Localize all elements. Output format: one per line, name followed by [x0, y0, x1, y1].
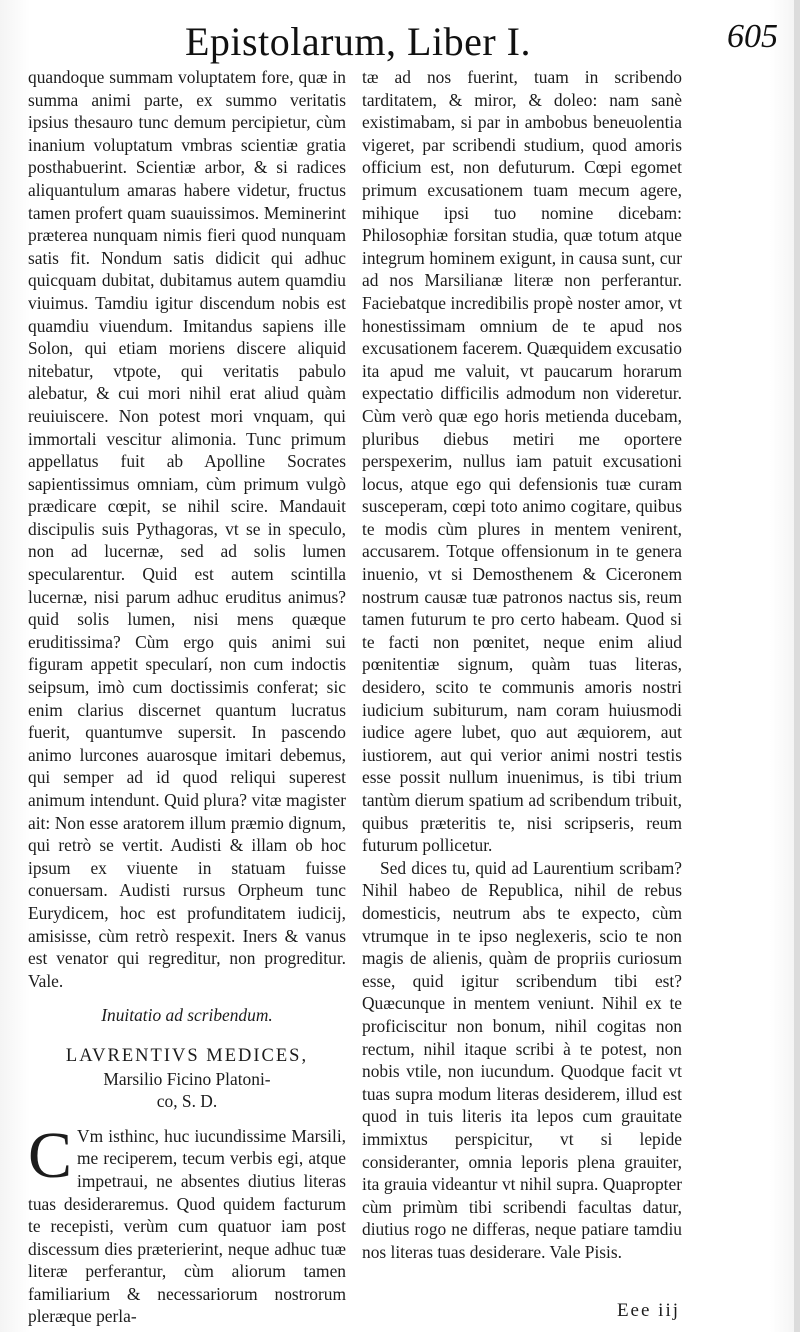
- signature-mark: Eee iij: [616, 1300, 680, 1321]
- letter-opening-text: Vm isthinc, huc iucundissime Marsili, me reciperem, tecum verbis egi, atque impetraui, ne absentes diutius literas tuas desideraremus. Quod quidem facturum te recepisti, verùm cum quatuor iam post discessum dies præterierint, neque adhuc tuæ literæ perferantur, cùm aliorum tamen familiarium & necessariorum nostrorum pleræque perla-: [28, 1125, 346, 1327]
- page-title: Epistolarum, Liber I.: [185, 19, 531, 64]
- page-edge-shadow: [794, 0, 800, 1332]
- letter-sender: LAVRENTIVS MEDICES,: [65, 1045, 309, 1066]
- letter-rubric: Inuitatio ad scribendum.: [101, 1005, 273, 1026]
- right-paragraph-second: Sed dices tu, quid ad Laurentium scribam? Nihil habeo de Republica, nihil de rebus domesticis, neutrum abs te expecto, cùm vtrumque in te ipso neglexeris, scio te non magis de alienis, quàm de propriis curiosum esse, quid igitur scribendum tibi est? Quæcunque in mentem veniunt. Nihil ex te proficiscitur non bonum, nihil cogitas non rectum, nihil itaque scribi à te potest, non nobis vtile, non iucundum. Quodque facit vt tuas supra modum literas desiderem, illud est quod in tuis literis ita lepos cum grauitate immixtus perspicitur, vt si lepide consideranter, omnia leporis plena grauiter, ita grauia videantur vt nihil supra. Quapropter cùm primùm tibi scribendi facultas datur, diutius rogo ne differas, neque patiare tamdiu nos literas tuas desiderare. Vale Pisis.: [362, 857, 682, 1262]
- drop-cap: C: [28, 1118, 73, 1192]
- left-paragraph-continuation: quandoque summam voluptatem fore, quæ in summa animi parte, ex summo veritatis ipsius thesauro tunc demum percipietur, cùm inanium voluptatum vmbras scientiæ gratia posthabuerint. Scientiæ arbor, & si radices aliquantulum amaras habere videtur, fructus tamen profert quam suauissimos. Meminerint præterea nunquam nimis fieri quod nunquam satis fit. Nondum satis didicit qui adhuc quicquam dubitat, dubitamus autem quamdiu viuimus. Tamdiu igitur discendum nobis est quamdiu viuendum. Imitandus sapiens ille Solon, qui etiam moriens discere aliquid nitebatur, vtpote, qui veritatis pabulo alebatur, & cui mori nihil erat aliud quàm reuiuiscere. Non potest mori vnquam, qui immortali vescitur alimonia. Tunc primum appellatus fuit ab Apolline Socrates sapientissimus omniam, cùm primum vulgò prædicare cœpit, se nihil scire. Mandauit discipulis suis Pythagoras, vt se in speculo, non ad lucernæ, sed ad solis lumen specularentur. Quid est autem scintilla lucernæ, nisi parum adhuc eruditus animus? quid solis lumen, nisi mens quæque eruditissima? Cùm ergo quis animi sui figuram appetit specularí, non cum indoctis seipsum, imò cum doctissimis conferat; sic enim clarius discernet quantum lucratus fuerit, quantumve supersit. In pascendo animo lurcones auarosque imitari debemus, qui semper ad id quod reliqui superest animum intendunt. Quid plura? vitæ magister ait: Non esse aratorem illum præmio dignum, qui retrò se vertit. Audisti & illam ob hoc ipsum ex viuente in statuam fuisse conuersam. Audisti rursus Orpheum tunc Eurydicem, hoc est profunditatem iudicij, amisisse, cùm retrò respexit. Iners & vanus est venator qui regreditur, non progreditur. Vale.: [28, 67, 346, 991]
- running-head: [0, 14, 800, 74]
- right-column: [362, 66, 682, 1263]
- right-paragraph-continuation: tæ ad nos fuerint, tuam in scribendo tarditatem, & miror, & doleo: nam sanè existimabam, si par in ambobus beneuolentia vigeret, par scribendi studium, quod amoris officium est, non defuturum. Cœpi egomet primum excusationem tuam mecum agere, mihique ipsi tuo nomine dicebam: Philosophiæ forsitan studia, quæ totum atque integrum hominem exigunt, in causa sunt, cur ad nos Marsilianæ literæ non perferantur. Faciebatque incredibilis propè noster amor, vt honestissimam omnium de te apud nos excusationem facerem. Quæquidem excusatio ita apud me valuit, vt paucarum horarum expectatio difficilis admodum non videretur. Cùm verò quæ ego horis metienda ducebam, pluribus diebus metiri me oportere perspexerim, nullus iam patuit excusationi locus, atque ego qui defensionis tuæ curam susceperam, cœpi toto animo cogitare, quibus te modis cùm plures in mentem venirent, accusarem. Totque offensionum in te genera inuenio, vt si Demosthenem & Ciceronem nostrum causæ tuæ patronos nactus sis, reum tamen futurum te pro certo habeam. Quod si te facti non pœnitet, neque enim aliud pœnitentiæ signum, quàm tuas literas, desidero, scito te communis amoris nostri iudicium subiturum, nam coram huiusmodi iudice agere lubet, quo aut æquiorem, aut iustiorem, aut qui verior animi nostri testis esse possit nullum inuenimus, is tibi trium tantùm dierum spatium ad scribendum tribuit, quibus præteritis te, nisi scripseris, reum futurum pollicetur.: [362, 67, 682, 856]
- left-column: [28, 66, 346, 1328]
- letter-recipient: Marsilio Ficino Platoni-: [103, 1068, 271, 1089]
- letter-opening-paragraph: [28, 1118, 346, 1328]
- letter-recipient-cont: co, S. D.: [156, 1091, 218, 1112]
- page-number: 605: [727, 18, 778, 55]
